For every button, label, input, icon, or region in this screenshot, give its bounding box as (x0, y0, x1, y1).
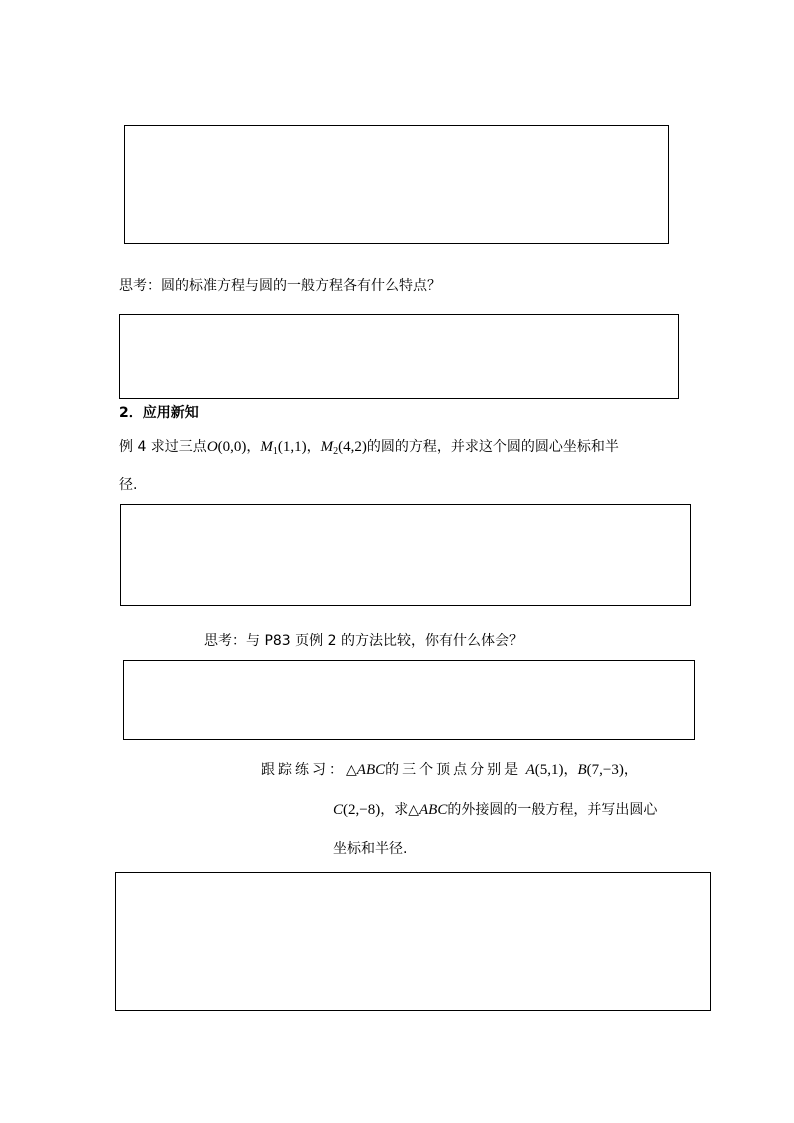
practice-suffix: 的外接圆的一般方程，并写出圆心 (447, 802, 658, 818)
section-heading-text: 2．应用新知 (119, 405, 199, 421)
section-heading (119, 403, 199, 423)
example-4-suffix: 的圆的方程，并求这个圆的圆心坐标和半 (366, 439, 619, 455)
practice-line-3 (333, 839, 407, 859)
triangle-symbol: △ (408, 802, 419, 818)
practice-line-2 (333, 800, 657, 820)
separator: ， (623, 762, 638, 778)
think-question-2 (204, 631, 523, 651)
point-a: A(5,1) (525, 762, 564, 778)
practice-mid-1: 的三个顶点分别是 (385, 762, 522, 778)
separator: ， (246, 439, 261, 455)
point-m2: $M_2(4,2)$ (320, 439, 367, 457)
think-question-1 (119, 276, 441, 296)
separator: ， (563, 762, 578, 778)
example-4-line-2-text: 径. (119, 477, 138, 493)
answer-box-5 (115, 872, 711, 1011)
example-4-prefix: 例 4 求过三点 (119, 439, 207, 455)
example-4-line-2 (119, 475, 137, 495)
practice-line-1 (261, 760, 638, 780)
triangle-abc: ABC (356, 762, 386, 778)
triangle-abc: ABC (419, 802, 448, 818)
practice-prefix: 跟踪练习： (261, 762, 346, 778)
answer-box-1 (124, 125, 669, 244)
point-m1: $M_1(1,1)$ (260, 439, 307, 457)
think-question-1-text: 思考：圆的标准方程与圆的一般方程各有什么特点？ (119, 278, 441, 294)
practice-line-3-text: 坐标和半径. (333, 841, 408, 857)
answer-box-3 (120, 504, 691, 606)
think-question-2-text: 思考：与 P83 页例 2 的方法比较，你有什么体会？ (204, 633, 523, 649)
point-b: B(7,−3) (577, 762, 624, 778)
triangle-symbol: △ (346, 762, 357, 778)
example-4-line-1 (119, 437, 619, 462)
point-o: O(0,0) (206, 439, 247, 455)
answer-box-2 (119, 314, 679, 399)
answer-box-4 (123, 660, 695, 740)
point-c: C(2,−8) (333, 802, 381, 818)
separator: ， (306, 439, 321, 455)
practice-mid-2: ，求 (380, 802, 409, 818)
